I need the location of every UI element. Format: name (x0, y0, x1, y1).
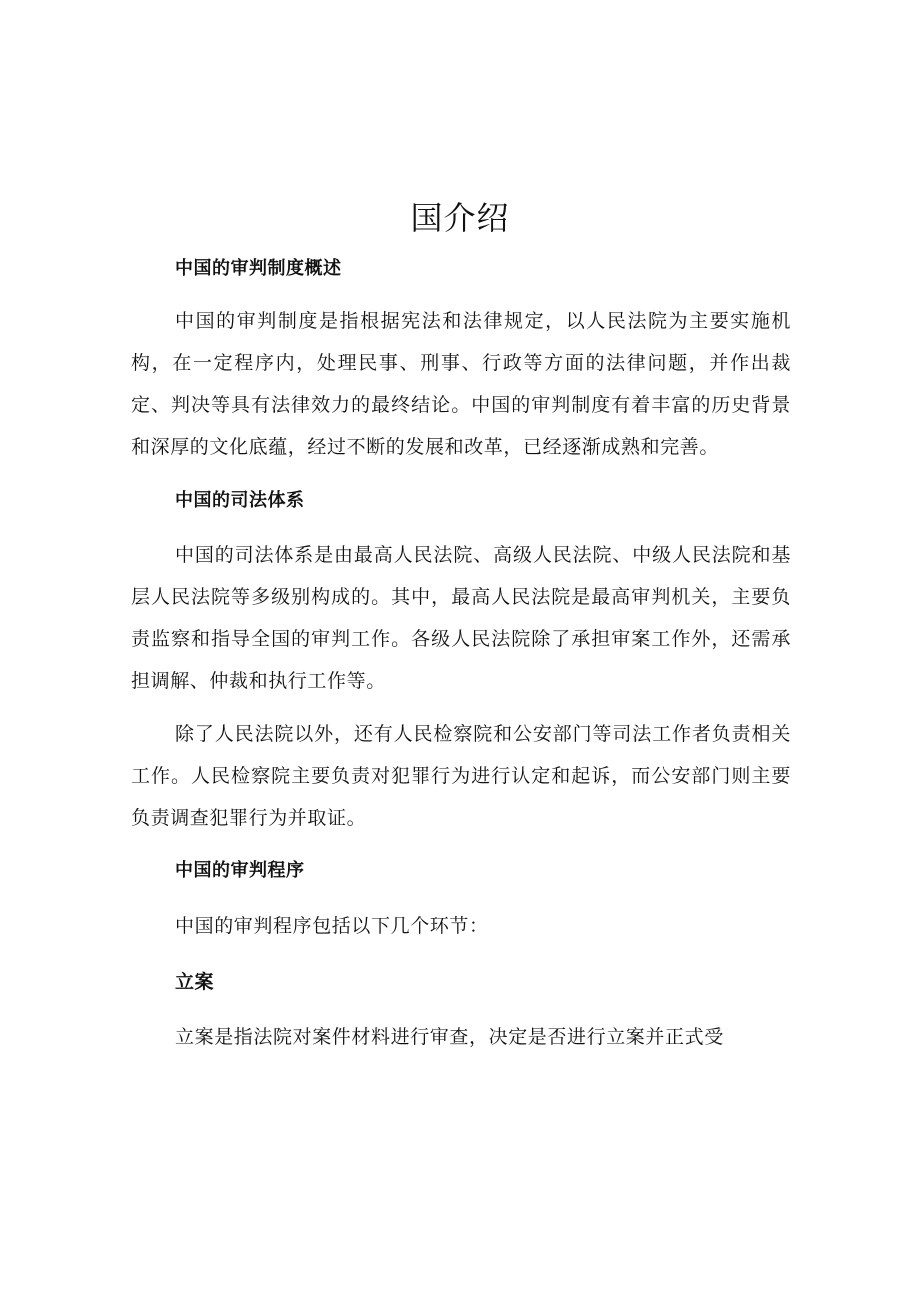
paragraph-judicial-system-structure: 中国的司法体系是由最高人民法院、高级人民法院、中级人民法院和基层人民法院等多级别构成的。其中，最高人民法院是最高审判机关，主要负责监察和指导全国的审判工作。各级人民法院除了承担审案工作外，还需承担调解、仲裁和执行工作等。 (131, 544, 791, 692)
paragraph-trial-system-overview: 中国的审判制度是指根据宪法和法律规定，以人民法院为主要实施机构，在一定程序内，处理民事、刑事、行政等方面的法律问题，并作出裁定、判决等具有法律效力的最终结论。中国的审判制度有着丰富的历史背景和深厚的文化底蕴，经过不断的发展和改革，已经逐渐成熟和完善。 (131, 310, 791, 458)
section-heading-trial-procedure: 中国的审判程序 (175, 860, 305, 881)
paragraph-trial-procedure-intro: 中国的审判程序包括以下几个环节： (175, 915, 489, 937)
paragraph-judicial-system-other-bodies: 除了人民法院以外，还有人民检察院和公安部门等司法工作者负责相关工作。人民检察院主要负责对犯罪行为进行认定和起诉，而公安部门则主要负责调查犯罪行为并取证。 (131, 723, 791, 829)
section-heading-judicial-system: 中国的司法体系 (175, 490, 305, 511)
section-heading-trial-system-overview: 中国的审判制度概述 (175, 258, 342, 279)
paragraph-case-filing: 立案是指法院对案件材料进行审查，决定是否进行立案并正式受 (175, 1026, 724, 1048)
document-title: 国介绍 (410, 199, 510, 237)
section-heading-case-filing: 立案 (175, 971, 215, 993)
